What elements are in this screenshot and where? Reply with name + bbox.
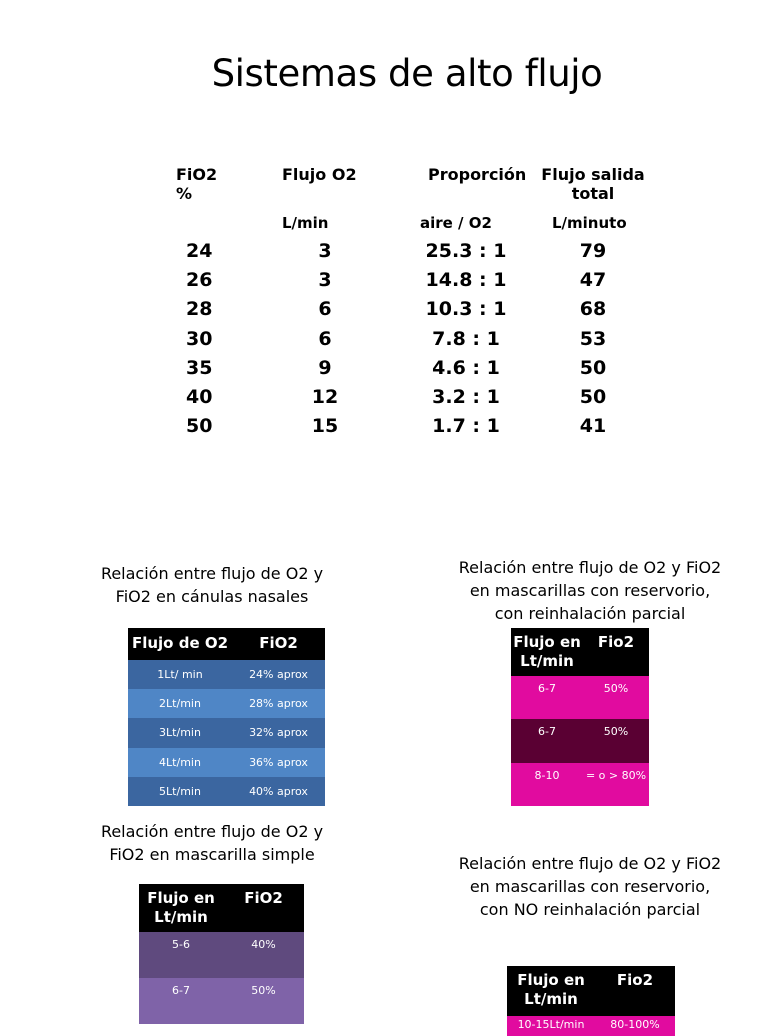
nasal-table-cell: 4Lt/min xyxy=(159,755,201,769)
nasal-table-cell: 36% aprox xyxy=(249,755,308,769)
main-table-cell: 4.6 : 1 xyxy=(432,357,500,379)
partial-table-row xyxy=(511,676,649,719)
header-flujo-salida xyxy=(538,165,648,203)
main-table-cell: 6 xyxy=(318,298,332,320)
simple-caption-line2: FiO2 en mascarilla simple xyxy=(109,845,315,864)
nonreb-header-flujo xyxy=(507,971,595,1009)
partial-table-cell: 6-7 xyxy=(538,725,556,739)
main-table-cell: 3.2 : 1 xyxy=(432,386,500,408)
main-table-row xyxy=(0,415,768,443)
main-table-cell: 9 xyxy=(318,357,332,379)
header-fio2: FiO2 % xyxy=(176,165,218,203)
simple-table-row xyxy=(139,978,304,1024)
main-table-cell: 14.8 : 1 xyxy=(425,269,507,291)
main-table-cell: 24 xyxy=(186,240,213,262)
nasal-table-row xyxy=(128,748,325,777)
nonreb-header-flujo-line2: Lt/min xyxy=(524,990,578,1008)
simple-table-cell: 5-6 xyxy=(172,938,190,951)
unit-flujo-salida: L/minuto xyxy=(552,214,627,232)
nasal-table-cell: 32% aprox xyxy=(249,726,308,740)
nonreb-caption-line1: Relación entre flujo de O2 y FiO2 xyxy=(458,854,722,873)
main-table-cell: 50 xyxy=(579,357,607,379)
main-table-row xyxy=(0,328,768,356)
partial-caption-line2: en mascarillas con reservorio, xyxy=(469,581,711,600)
nasal-table-cell: 24% aprox xyxy=(249,668,308,681)
nonreb-caption xyxy=(440,852,740,921)
nasal-table-row xyxy=(128,660,325,689)
main-table-row xyxy=(0,298,768,326)
main-table-cell: 6 xyxy=(318,328,332,350)
partial-header-flujo xyxy=(511,633,583,671)
simple-table-cell: 40% xyxy=(251,938,276,951)
partial-header-flujo-line1: Flujo en xyxy=(513,633,581,651)
nasal-caption-line2: FiO2 en cánulas nasales xyxy=(115,587,309,606)
unit-flujo-o2: L/min xyxy=(282,214,329,232)
nasal-table-row xyxy=(128,718,325,747)
partial-header-flujo-line2: Lt/min xyxy=(520,652,574,670)
nonreb-caption-line2: en mascarillas con reservorio, xyxy=(469,877,711,896)
non_rebreather-table-cell: 10-15Lt/min xyxy=(517,1018,585,1031)
simple-table-cell: 50% xyxy=(251,984,276,997)
nasal-table-cell: 40% aprox xyxy=(249,784,308,798)
nasal-table-cell: 2Lt/min xyxy=(159,697,201,711)
simple-table-header xyxy=(139,884,304,932)
nonreb-header-flujo-line1: Flujo en xyxy=(517,971,585,989)
nonreb-table xyxy=(507,966,675,1031)
simple-caption xyxy=(74,820,350,866)
main-table-cell: 26 xyxy=(186,269,213,291)
partial-table-row xyxy=(511,763,649,806)
simple-table-cell: 6-7 xyxy=(172,984,190,997)
nasal-header-fio2: FiO2 xyxy=(259,634,298,652)
nasal-caption xyxy=(74,562,350,608)
main-table-cell: 1.7 : 1 xyxy=(432,415,500,437)
header-proporcion: Proporción xyxy=(428,165,527,184)
simple-header-flujo-line2: Lt/min xyxy=(154,908,208,926)
partial-caption-line3: con reinhalación parcial xyxy=(494,604,686,623)
partial-table-cell: = o > 80% xyxy=(585,768,647,782)
main-table-cell: 50 xyxy=(186,415,213,437)
nonreb-header-fio2: Fio2 xyxy=(616,971,654,989)
nasal-table-cell: 28% aprox xyxy=(249,697,308,711)
main-table-cell: 35 xyxy=(186,357,213,379)
simple-table-row xyxy=(139,932,304,978)
main-table-cell: 25.3 : 1 xyxy=(425,240,507,262)
partial-table-cell: 50% xyxy=(603,725,629,739)
nasal-header-flujo: Flujo de O2 xyxy=(131,634,229,652)
main-table-row xyxy=(0,386,768,414)
nasal-table-cell: 3Lt/min xyxy=(159,726,201,740)
non_rebreather-table-row xyxy=(507,1016,675,1036)
nasal-table xyxy=(128,628,325,806)
header-flujo-salida-line2: total xyxy=(571,184,615,203)
main-table-cell: 47 xyxy=(579,269,607,291)
simple-table xyxy=(139,884,304,1024)
main-table-cell: 3 xyxy=(318,269,332,291)
page-title: Sistemas de alto flujo xyxy=(211,52,603,95)
main-table-cell: 79 xyxy=(579,240,607,262)
main-table-cell: 15 xyxy=(311,415,339,437)
unit-proporcion: aire / O2 xyxy=(420,214,492,232)
main-table-cell: 30 xyxy=(186,328,213,350)
main-table-row xyxy=(0,240,768,268)
nasal-table-cell: 5Lt/min xyxy=(159,784,201,798)
partial-caption xyxy=(440,556,740,625)
partial-caption-line1: Relación entre flujo de O2 y FiO2 xyxy=(458,558,722,577)
header-flujo-o2: Flujo O2 xyxy=(282,165,357,184)
partial-table xyxy=(511,628,649,806)
partial-header-fio2: Fio2 xyxy=(597,633,635,651)
nasal-table-cell: 1Lt/ min xyxy=(157,668,203,681)
simple-caption-line1: Relación entre flujo de O2 y xyxy=(100,822,324,841)
main-table-cell: 40 xyxy=(186,386,213,408)
main-table-cell: 41 xyxy=(579,415,607,437)
main-table-row xyxy=(0,357,768,385)
non_rebreather-table-cell: 80-100% xyxy=(610,1018,660,1031)
partial-table-header xyxy=(511,628,649,676)
main-table-cell: 50 xyxy=(579,386,607,408)
main-table-cell: 3 xyxy=(318,240,332,262)
nasal-caption-line1: Relación entre flujo de O2 y xyxy=(100,564,324,583)
main-table-cell: 10.3 : 1 xyxy=(425,298,507,320)
main-table-cell: 28 xyxy=(186,298,213,320)
simple-header-flujo-line1: Flujo en xyxy=(147,889,215,907)
nonreb-table-header xyxy=(507,966,675,1016)
nasal-table-header xyxy=(128,628,325,660)
header-flujo-salida-line1: Flujo salida xyxy=(541,165,645,184)
partial-table-row xyxy=(511,719,649,762)
partial-table-cell: 50% xyxy=(603,682,629,695)
main-table-cell: 7.8 : 1 xyxy=(432,328,500,350)
simple-header-fio2: FiO2 xyxy=(244,889,283,907)
main-table-cell: 68 xyxy=(579,298,607,320)
partial-table-cell: 8-10 xyxy=(534,768,560,782)
nasal-table-row xyxy=(128,777,325,806)
nasal-table-row xyxy=(128,689,325,718)
simple-header-flujo xyxy=(139,889,223,927)
nonreb-caption-line3: con NO reinhalación parcial xyxy=(479,900,701,919)
partial-table-cell: 6-7 xyxy=(538,682,556,695)
main-table-cell: 12 xyxy=(311,386,339,408)
main-table-row xyxy=(0,269,768,297)
main-table-cell: 53 xyxy=(579,328,607,350)
